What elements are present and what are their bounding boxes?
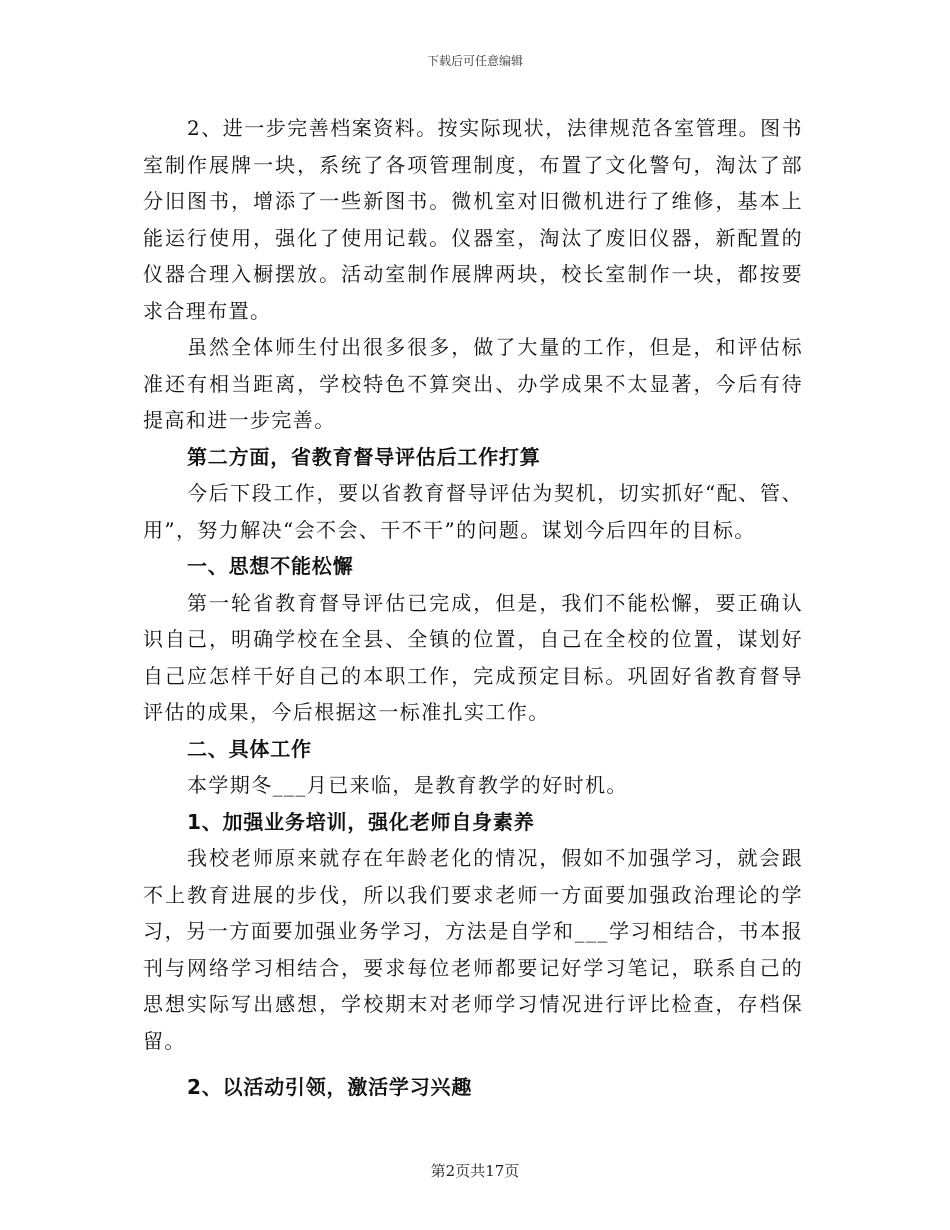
heading-specific-work: 二、具体工作	[187, 736, 312, 761]
paragraph-archives: 2、进一步完善档案资料。按实际现状，法律规范各室管理。图书室制作展牌一块，系统了各项管理制度，布置了文化警句，淘汰了部分旧图书，增添了一些新图书。微机室对旧微机进行了维修，基本上能运行使用，强化了使用记载。仪器室，淘汰了废旧仪器，新配置的仪器合理入橱摆放。活动室制作展牌两块，校长室制作一块，都按要求合理布置。	[143, 116, 803, 323]
heading-activities: 2、以活动引领，激活学习兴趣	[187, 1075, 473, 1099]
paragraph-training: 我校老师原来就存在年龄老化的情况，假如不加强学习，就会跟不上教育进展的步伐，所以我们要求老师一方面要加强政治理论的学习，另一方面要加强业务学习，方法是自学和___学习相结合，书本报刊与网络学习相结合，要求每位老师都要记好学习笔记，联系自己的思想实际写出感想，学校期末对老师学习情况进行评比检查，存档保留。	[143, 846, 803, 1053]
document-body	[143, 110, 803, 1106]
paragraph-next-work: 今后下段工作，要以省教育督导评估为契机，切实抓好“配、管、用”，努力解决“会不会、干不干”的问题。谋划今后四年的目标。	[143, 481, 803, 542]
paragraph-thinking: 第一轮省教育督导评估已完成，但是，我们不能松懈，要正确认识自己，明确学校在全县、全镇的位置，自己在全校的位置，谋划好自己应怎样干好自己的本职工作，完成预定目标。巩固好省教育督导评估的成果，今后根据这一标准扎实工作。	[143, 590, 803, 724]
page-footer: 第2页共17页	[430, 1162, 520, 1180]
heading-second-aspect: 第二方面，省教育督导评估后工作打算	[187, 444, 541, 469]
paragraph-winter: 本学期冬___月已来临，是教育教学的好时机。	[187, 773, 628, 797]
heading-training: 1、加强业务培训，强化老师自身素养	[187, 809, 535, 834]
heading-thinking: 一、思想不能松懈	[187, 554, 354, 578]
paragraph-summary: 虽然全体师生付出很多很多，做了大量的工作，但是，和评估标准还有相当距离，学校特色不算突出、办学成果不太显著，今后有待提高和进一步完善。	[143, 335, 803, 432]
page-header: 下载后可任意编辑	[426, 54, 523, 68]
